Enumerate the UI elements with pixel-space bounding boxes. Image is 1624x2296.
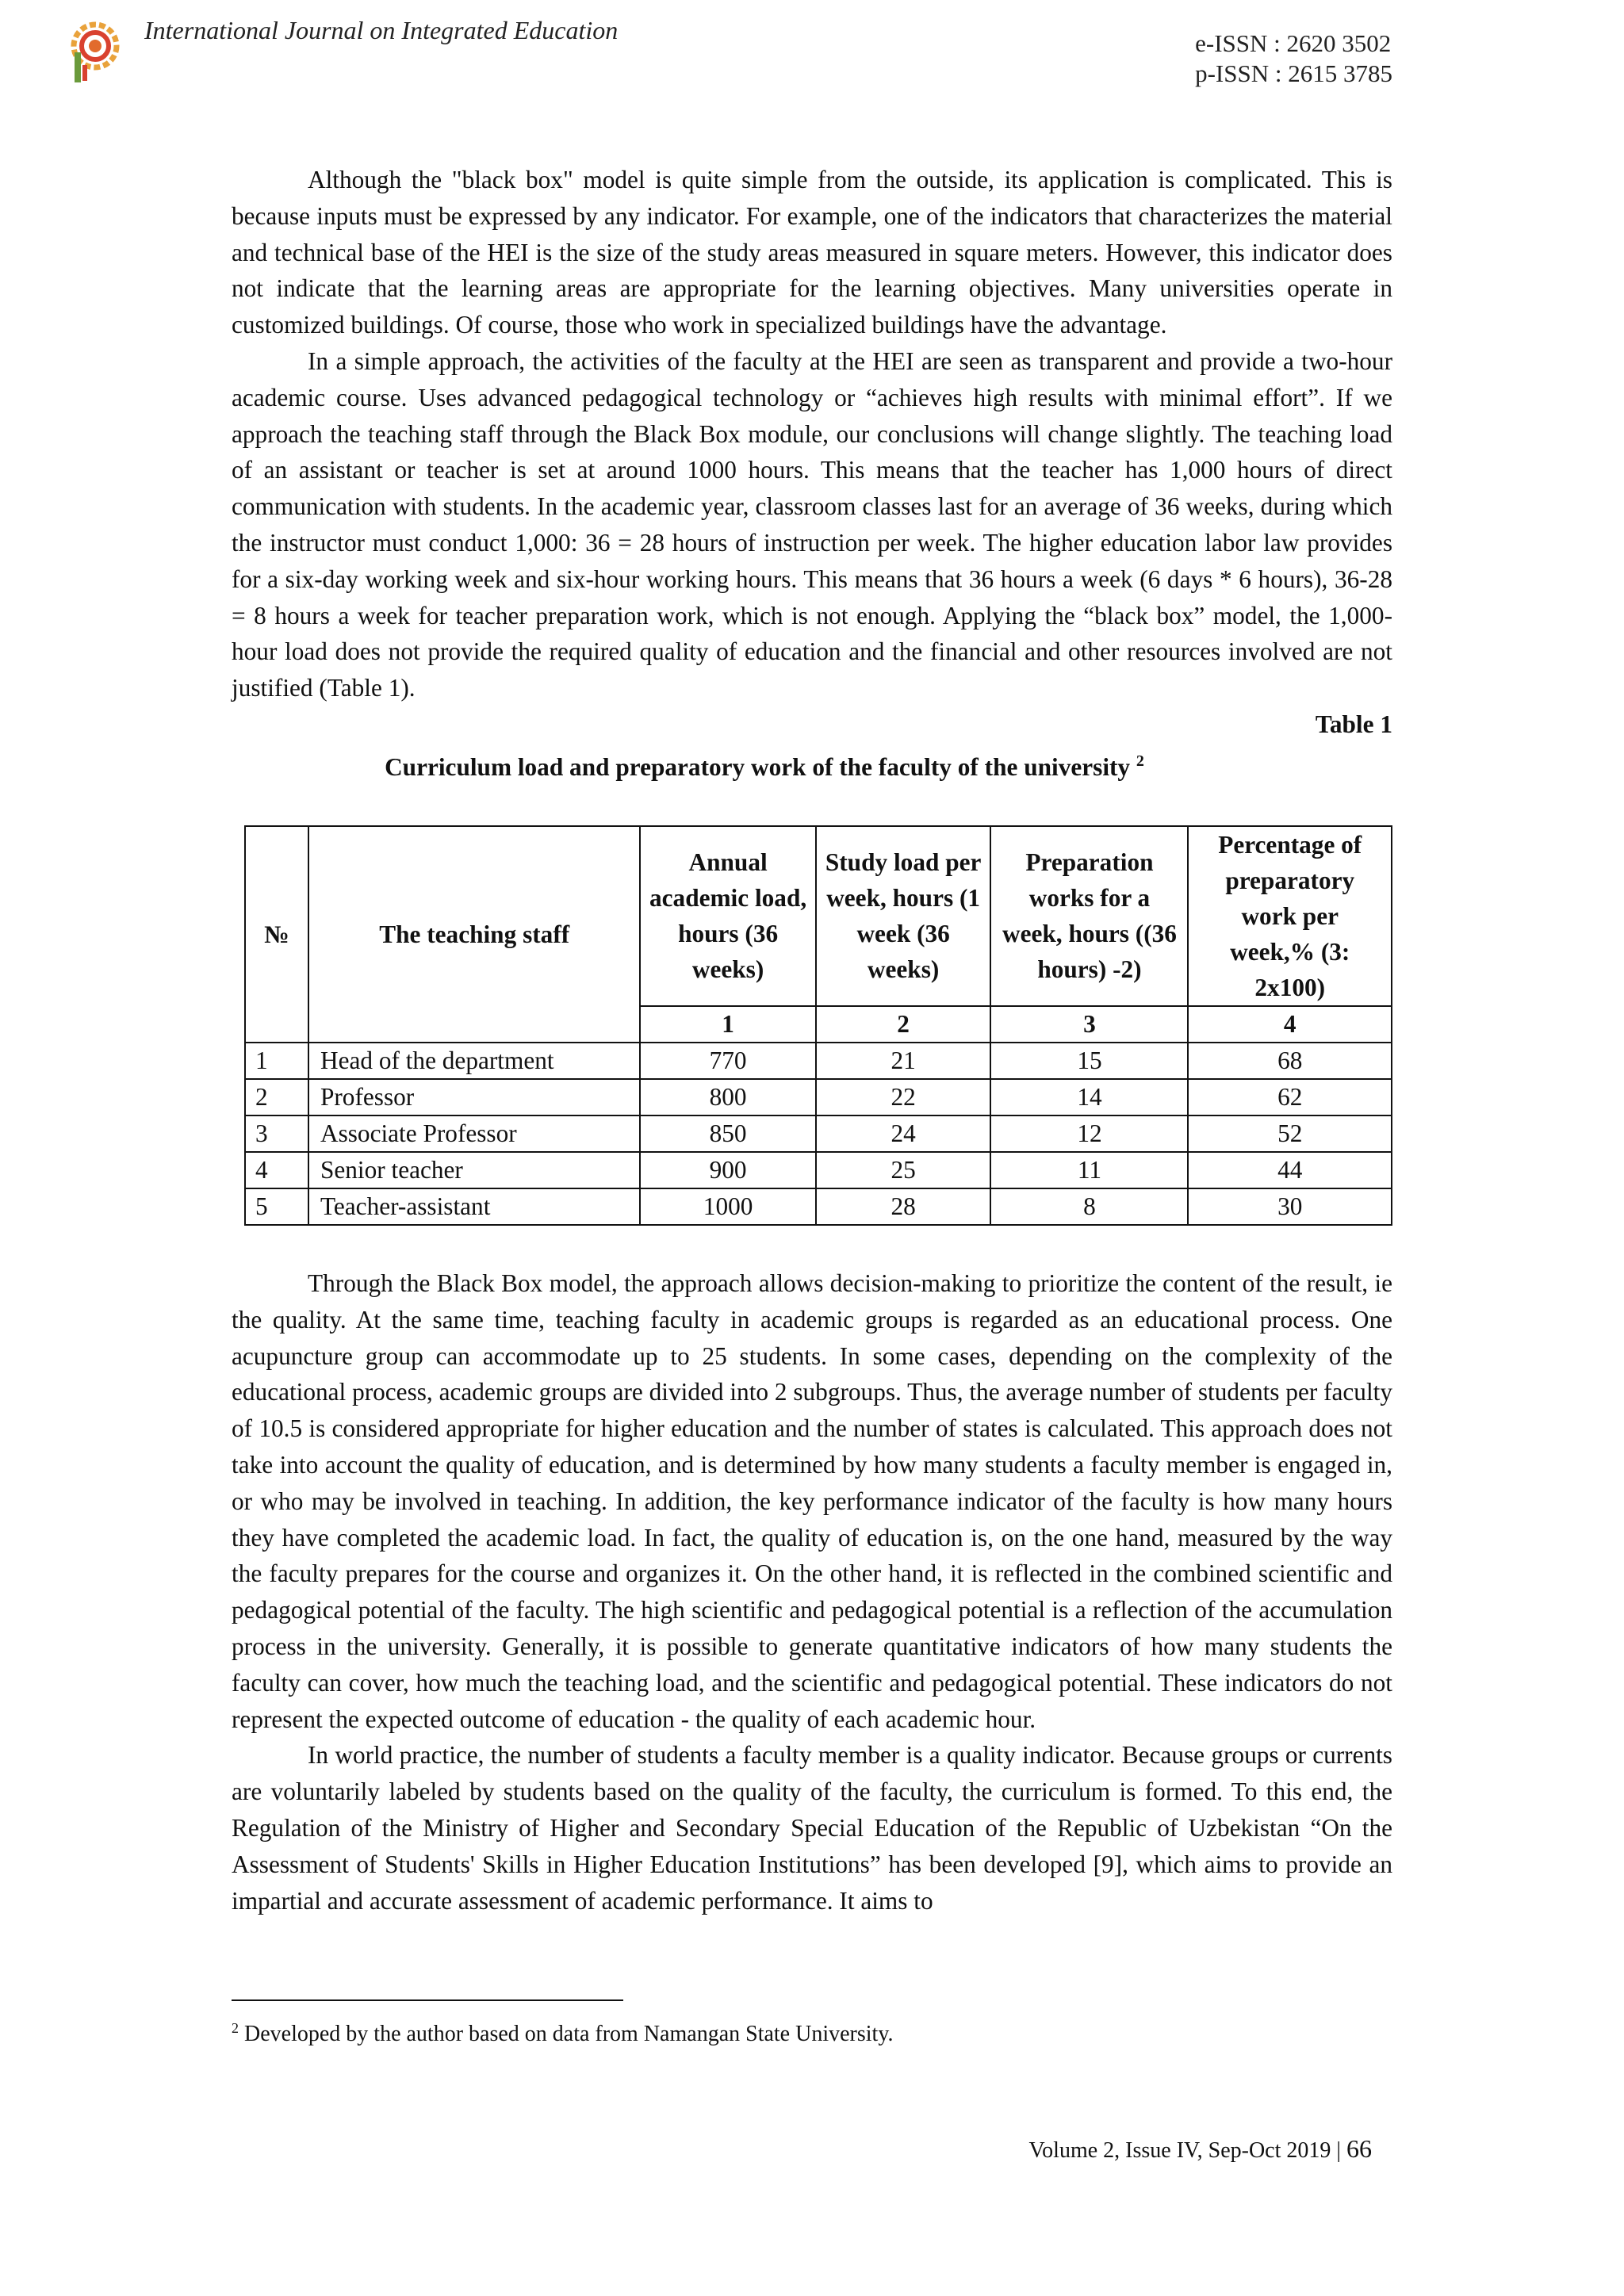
footnote-ref: 2 — [1136, 752, 1144, 770]
row-prep: 14 — [990, 1079, 1188, 1115]
paragraph: Although the "black box" model is quite simple from the outside, its application is complicated. This is because inputs must be expressed by any indicator. For example, one of the indicators that characterizes the material and technical base of the HEI is the size of the study areas measured in square meters. However, this indicator does not indicate that the learning areas are appropriate for the learning objectives. Many universities operate in customized buildings. Of course, those who work in specialized buildings have the advantage. — [232, 166, 1392, 339]
eissn: e-ISSN : 2620 3502 — [1195, 29, 1392, 57]
header-pct: Percentage of preparatory work per week,% (3: 2x100) — [1188, 826, 1392, 1006]
table-label: Table 1 — [1315, 710, 1392, 738]
table-row — [245, 1115, 1392, 1152]
row-study: 25 — [816, 1152, 991, 1188]
row-num: 4 — [245, 1152, 308, 1188]
row-study: 21 — [816, 1043, 991, 1079]
row-pct: 68 — [1188, 1043, 1392, 1079]
row-pct: 30 — [1188, 1188, 1392, 1225]
row-annual: 900 — [640, 1152, 815, 1188]
header-staff: The teaching staff — [308, 826, 640, 1043]
row-num: 5 — [245, 1188, 308, 1225]
issn-block — [1195, 29, 1392, 89]
row-staff: Associate Professor — [308, 1115, 640, 1152]
row-study: 24 — [816, 1115, 991, 1152]
journal-logo-icon — [67, 21, 124, 86]
paragraph: In world practice, the number of students a faculty member is a quality indicator. Because groups or currents are voluntarily labeled by students based on the quality of the faculty, the curriculum is formed. To this end, the Regulation of the Ministry of Higher and Secondary Special Education of the Republic of Uzbekistan “On the Assessment of Students' Skills in Higher Education Institutions” has been developed [9], which aims to provide an impartial and accurate assessment of academic performance. It aims to — [232, 1741, 1392, 1915]
row-annual: 850 — [640, 1115, 815, 1152]
row-pct: 52 — [1188, 1115, 1392, 1152]
row-annual: 800 — [640, 1079, 815, 1115]
paragraph: Through the Black Box model, the approach allows decision-making to prioritize the content of the result, ie the quality. At the same time, teaching faculty in academic groups is regarded as an educational process. One acupuncture group can accommodate up to 25 students. In some cases, depending on the complexity of the educational process, academic groups are divided into 2 subgroups. Thus, the average number of students per faculty of 10.5 is considered appropriate for higher education and the number of states is calculated. This approach does not take into account the quality of education, and is determined by how many students a faculty member is engaged in, or who may be involved in teaching. In addition, the key performance indicator of the faculty is how many hours they have completed the academic load. In fact, the quality of education is, on the one hand, measured by the way the faculty prepares for the course and organizes it. On the other hand, it is reflected in the combined scientific and pedagogical potential of the faculty. The high scientific and pedagogical potential is a reflection of the accumulation process in the university. Generally, it is possible to generate quantitative indicators of how many students the faculty can cover, how much the teaching load, and the scientific and pedagogical potential. These indicators do not represent the expected outcome of education - the quality of each academic hour. — [232, 1269, 1392, 1733]
paragraph: In a simple approach, the activities of the faculty at the HEI are seen as transparent and provide a two-hour academic course. Uses advanced pedagogical technology or “achieves high results with minimal effort”. If we approach the teaching staff through the Black Box module, our conclusions will change slightly. The teaching load of an assistant or teacher is set at around 1000 hours. This means that the teacher has 1,000 hours of direct communication with students. In the academic year, classroom classes last for an average of 36 weeks, during which the instructor must conduct 1,000: 36 = 28 hours of instruction per week. The higher education labor law provides for a six-day working week and six-hour working hours. This means that 36 hours a week (6 days * 6 hours), 36-28 = 8 hours a week for teacher preparation work, which is not enough. Applying the “black box” model, the 1,000-hour load does not provide the required quality of education and the financial and other resources involved are not justified (Table 1). — [232, 346, 1392, 702]
page-footer — [1029, 2134, 1372, 2164]
header-num: № — [245, 826, 308, 1043]
row-study: 28 — [816, 1188, 991, 1225]
row-num: 1 — [245, 1043, 308, 1079]
footer-separator: | — [1336, 2138, 1341, 2163]
col-index: 3 — [990, 1006, 1188, 1043]
row-pct: 62 — [1188, 1079, 1392, 1115]
col-index: 2 — [816, 1006, 991, 1043]
col-index: 4 — [1188, 1006, 1392, 1043]
row-annual: 770 — [640, 1043, 815, 1079]
journal-title: International Journal on Integrated Education — [144, 16, 619, 44]
row-staff: Professor — [308, 1079, 640, 1115]
header-annual: Annual academic load, hours (36 weeks) — [640, 826, 815, 1006]
row-annual: 1000 — [640, 1188, 815, 1225]
row-staff: Senior teacher — [308, 1152, 640, 1188]
journal-logo — [67, 21, 124, 86]
footnote-mark: 2 — [232, 2020, 239, 2036]
col-index: 1 — [640, 1006, 815, 1043]
pissn: p-ISSN : 2615 3785 — [1195, 59, 1392, 87]
table-row — [245, 1079, 1392, 1115]
article-body — [232, 162, 1392, 1919]
row-pct: 44 — [1188, 1152, 1392, 1188]
row-num: 3 — [245, 1115, 308, 1152]
header-prep: Preparation works for a week, hours ((36 hours) -2) — [990, 826, 1188, 1006]
volume-info: Volume 2, Issue IV, Sep-Oct 2019 — [1028, 2138, 1331, 2163]
table-row — [245, 1188, 1392, 1225]
text-after-table — [232, 1265, 1392, 1919]
row-num: 2 — [245, 1079, 308, 1115]
footnote-text: Developed by the author based on data from Namangan State University. — [244, 2022, 894, 2046]
row-prep: 8 — [990, 1188, 1188, 1225]
row-staff: Head of the department — [308, 1043, 640, 1079]
table-caption: Curriculum load and preparatory work of the faculty of the university $^2$ — [385, 752, 1144, 781]
row-staff: Teacher-assistant — [308, 1188, 640, 1225]
table-header-row — [245, 826, 1392, 1006]
row-prep: 15 — [990, 1043, 1188, 1079]
table-row — [245, 1043, 1392, 1079]
data-table — [244, 825, 1392, 1226]
table-row — [245, 1152, 1392, 1188]
footnote — [232, 2014, 894, 2049]
row-study: 22 — [816, 1079, 991, 1115]
footnote-divider — [232, 1999, 623, 2001]
row-prep: 12 — [990, 1115, 1188, 1152]
page-number: 66 — [1346, 2134, 1372, 2163]
row-prep: 11 — [990, 1152, 1188, 1188]
header-study: Study load per week, hours (1 week (36 weeks) — [816, 826, 991, 1006]
